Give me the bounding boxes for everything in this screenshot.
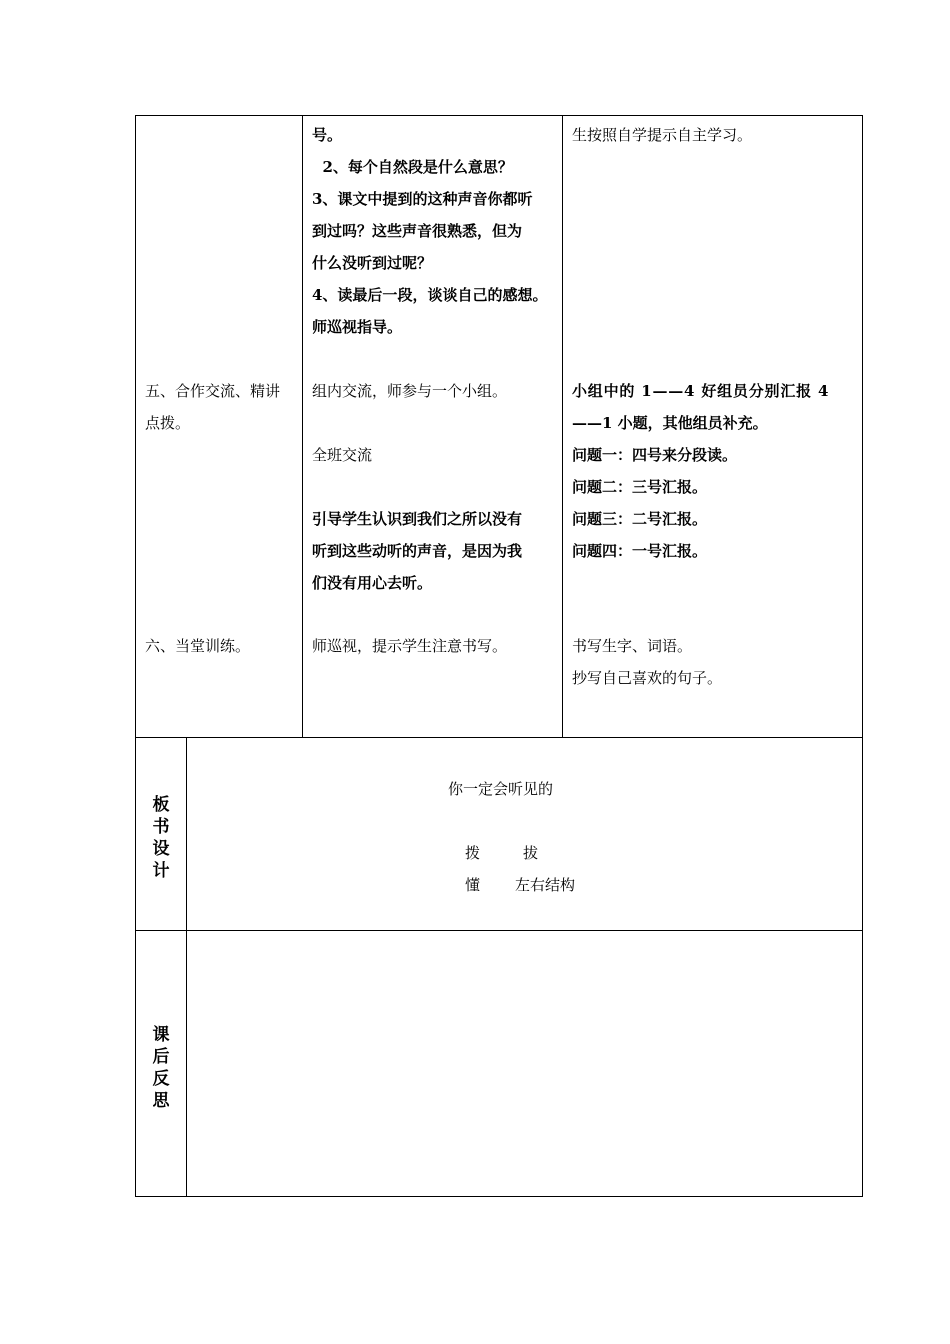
text-line: 到过吗？这些声音很熟悉，但为 <box>312 222 523 240</box>
step5-student-line4: 问题二：三号汇报。 <box>572 478 708 496</box>
step5-teacher-guide-line3: 们没有用心去听。 <box>312 574 433 592</box>
column-divider-2 <box>562 115 563 738</box>
table-top-border <box>135 115 863 116</box>
label-column-divider <box>186 737 187 1197</box>
step5-student-line3: 问题一：四号来分段读。 <box>572 446 738 464</box>
step5-label-line2: 点拨。 <box>145 414 191 432</box>
board-char-3: 懂 <box>465 876 481 894</box>
step5-student-line1: 小组中的 1——4 好组员分别汇报 4 <box>572 382 830 400</box>
step6-student-line1: 书写生字、词语。 <box>572 637 693 655</box>
board-structure: 左右结构 <box>515 876 576 894</box>
teacher-activity-top <box>312 119 560 343</box>
step6-label: 六、当堂训练。 <box>145 637 251 655</box>
table-left-border <box>135 115 136 1197</box>
board-top-border <box>135 737 863 738</box>
text-line: 2、每个自然段是什么意思？ <box>312 158 513 176</box>
text-line: 3、课文中提到的这种声音你都听 <box>312 190 533 208</box>
student-activity-top: 生按照自学提示自主学习。 <box>572 126 753 144</box>
step5-teacher-class: 全班交流 <box>312 446 373 464</box>
step5-student-line6: 问题四：一号汇报。 <box>572 542 708 560</box>
step5-teacher-guide-line1: 引导学生认识到我们之所以没有 <box>312 510 523 528</box>
board-title: 你一定会听见的 <box>448 780 554 798</box>
step6-teacher: 师巡视，提示学生注意书写。 <box>312 637 508 655</box>
text-line: 什么没听到过呢？ <box>312 254 433 272</box>
step5-student-line5: 问题三：二号汇报。 <box>572 510 708 528</box>
board-char-2: 拔 <box>523 844 539 862</box>
text-line: 号。 <box>312 126 343 144</box>
board-design-label: 板书设计 <box>152 795 170 881</box>
text-line: 4、读最后一段，谈谈自己的感想。 <box>312 286 548 304</box>
column-divider-1 <box>302 115 303 738</box>
step5-teacher-group: 组内交流，师参与一个小组。 <box>312 382 508 400</box>
board-char-1: 拨 <box>465 844 481 862</box>
step6-student-line2: 抄写自己喜欢的句子。 <box>572 669 723 687</box>
text-line: 师巡视指导。 <box>312 318 403 336</box>
step5-student-line2: ——1 小题，其他组员补充。 <box>572 414 768 432</box>
reflection-top-border <box>135 930 863 931</box>
step5-teacher-guide-line2: 听到这些动听的声音，是因为我 <box>312 542 523 560</box>
table-bottom-border <box>135 1196 863 1197</box>
reflection-label: 课后反思 <box>152 1025 170 1111</box>
table-right-border <box>862 115 863 1197</box>
step5-label-line1: 五、合作交流、精讲 <box>145 382 281 400</box>
